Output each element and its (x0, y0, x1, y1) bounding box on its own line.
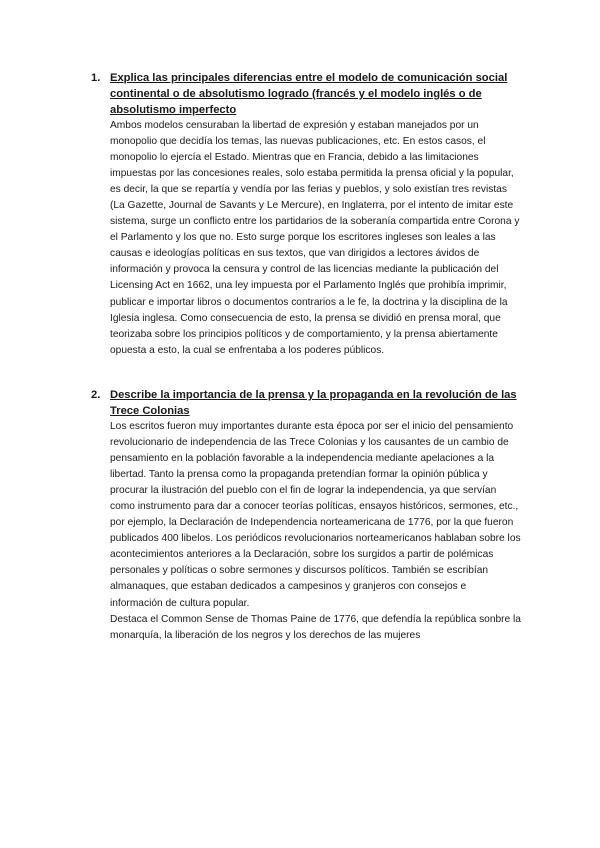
question-2 (91, 387, 521, 644)
question-1 (91, 70, 521, 359)
question-body (110, 387, 521, 644)
answer-paragraph: Los escritos fueron muy importantes durante esta época por ser el inicio del pensamiento revolucionario de independencia de las Trece Colonias y los causantes de un cambio de pensamiento en la población favorable a la independencia mediante apelaciones a la libertad. Tanto la prensa como la propaganda pretendían formar la opinión pública y procurar la ilustración del pueblo con el fin de lograr la independencia, ya que servían como instrumento para dar a conocer teorías políticas, ensayos históricos, sermones, etc., por ejemplo, la Declaración de Independencia norteamericana de 1776, por la que fueron publicados 400 libelos. Los periódicos revolucionarios norteamericanos hablaban sobre los acontecimientos anteriores a la Declaración, sobre los surgidos a partir de polémicas personales y políticas o sobre sermones y discursos políticos. También se escribían almanaques, que estaban dedicados a campesinos y granjeros con consejos e información de cultura popular. (110, 421, 521, 609)
question-title: Describe la importancia de la prensa y la propaganda en la revolución de las Trece Colonias (110, 389, 517, 417)
question-number: 2. (91, 389, 101, 401)
question-number: 1. (91, 72, 101, 84)
question-body (110, 70, 521, 359)
answer-paragraph: Ambos modelos censuraban la libertad de expresión y estaban manejados por un monopolio que decidía los temas, las nuevas publicaciones, etc. En estos casos, el monopolio lo ejercía el Estado. Mientras que en Francia, debido a las limitaciones impuestas por las concesiones reales, solo estaba permitida la prensa oficial y la popular, es decir, la que se repartía y vendía por las ferias y pueblos, y solo existían tres revistas (La Gazette, Journal de Savants y Le Mercure), en Inglaterra, por el intento de imitar este sistema, surge un conflicto entre los partidarios de la soberanía compartida entre Corona y el Parlamento y los que no. Esto surge porque los escritores ingleses son leales a las causas e ideologías políticas en sus textos, que van dirigidos a lectores ávidos de información y provoca la censura y control de las licencias mediante la publicación del Licensing Act en 1662, una ley impuesta por el Parlamento Inglés que prohibía imprimir, publicar e importar libros o documentos contrarios a le fe, la doctrina y la disciplina de la Iglesia inglesa. Como consecuencia de esto, la prensa se dividió en prensa moral, que teorizaba sobre los principios políticos y de comportamiento, y la prensa abiertamente opuesta a esto, la cual se enfrentaba a los poderes públicos. (110, 120, 520, 356)
question-title: Explica las principales diferencias entre el modelo de comunicación social continental o de absolutismo logrado (francés y el modelo inglés o de absolutismo imperfecto (110, 72, 508, 116)
answer-paragraph: Destaca el Common Sense de Thomas Paine de 1776, que defendía la república sonbre la monarquía, la liberación de los negros y los derechos de las mujeres (110, 613, 521, 641)
